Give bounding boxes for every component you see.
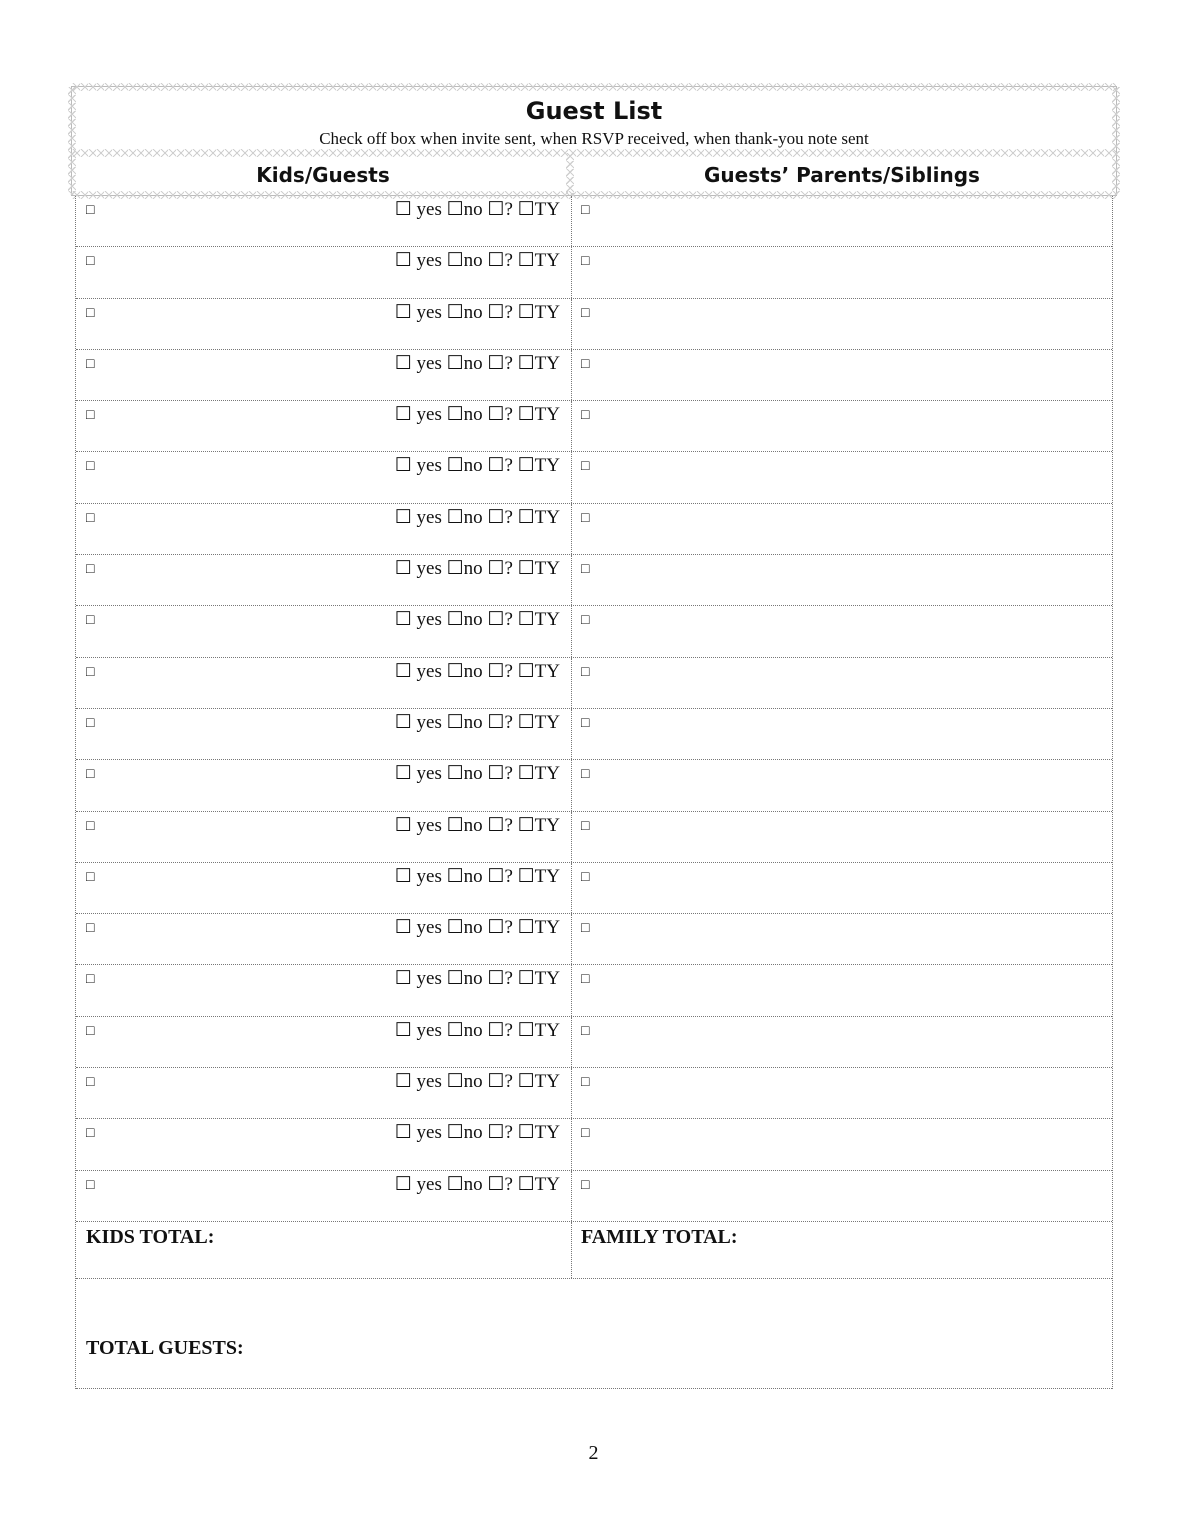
guest-row <box>76 504 1112 555</box>
rsvp-options[interactable]: ☐ yes ☐no ☐? ☐TY <box>394 506 560 528</box>
column-divider <box>571 299 572 349</box>
guest-row <box>76 1171 1112 1222</box>
guest-row <box>76 196 1112 247</box>
column-divider <box>571 760 572 810</box>
column-divider <box>571 1119 572 1169</box>
invite-sent-checkbox[interactable]: □ <box>86 715 95 731</box>
column-divider <box>571 1222 572 1278</box>
family-checkbox[interactable]: □ <box>581 613 590 629</box>
invite-sent-checkbox[interactable]: □ <box>86 613 95 629</box>
guest-row <box>76 299 1112 350</box>
rsvp-options[interactable]: ☐ yes ☐no ☐? ☐TY <box>394 455 560 477</box>
rsvp-options[interactable]: ☐ yes ☐no ☐? ☐TY <box>394 404 560 426</box>
family-checkbox[interactable]: □ <box>581 1126 590 1142</box>
column-header-parents-siblings: Guests’ Parents/Siblings <box>704 163 980 187</box>
invite-sent-checkbox[interactable]: □ <box>86 1023 95 1039</box>
rsvp-options[interactable]: ☐ yes ☐no ☐? ☐TY <box>394 558 560 580</box>
guest-row <box>76 350 1112 401</box>
column-divider <box>571 965 572 1015</box>
invite-sent-checkbox[interactable]: □ <box>86 664 95 680</box>
family-checkbox[interactable]: □ <box>581 715 590 731</box>
family-checkbox[interactable]: □ <box>581 1177 590 1193</box>
guest-row <box>76 1017 1112 1068</box>
grand-total-row <box>76 1279 1112 1389</box>
guest-row <box>76 658 1112 709</box>
zigzag-border-middle <box>72 149 1116 157</box>
column-divider <box>571 247 572 297</box>
family-checkbox[interactable]: □ <box>581 459 590 475</box>
rsvp-options[interactable]: ☐ yes ☐no ☐? ☐TY <box>394 968 560 990</box>
rsvp-options[interactable]: ☐ yes ☐no ☐? ☐TY <box>394 1122 560 1144</box>
invite-sent-checkbox[interactable]: □ <box>86 972 95 988</box>
rsvp-options[interactable]: ☐ yes ☐no ☐? ☐TY <box>394 1071 560 1093</box>
rsvp-options[interactable]: ☐ yes ☐no ☐? ☐TY <box>394 352 560 374</box>
family-checkbox[interactable]: □ <box>581 408 590 424</box>
guest-row <box>76 401 1112 452</box>
invite-sent-checkbox[interactable]: □ <box>86 408 95 424</box>
column-divider <box>571 350 572 400</box>
guest-row <box>76 1068 1112 1119</box>
guest-row <box>76 606 1112 657</box>
invite-sent-checkbox[interactable]: □ <box>86 767 95 783</box>
rsvp-options[interactable]: ☐ yes ☐no ☐? ☐TY <box>394 250 560 272</box>
totals-row <box>76 1222 1112 1279</box>
column-divider <box>571 196 572 246</box>
family-checkbox[interactable]: □ <box>581 664 590 680</box>
invite-sent-checkbox[interactable]: □ <box>86 818 95 834</box>
invite-sent-checkbox[interactable]: □ <box>86 305 95 321</box>
column-divider <box>571 555 572 605</box>
column-divider <box>571 658 572 708</box>
rsvp-options[interactable]: ☐ yes ☐no ☐? ☐TY <box>394 301 560 323</box>
zigzag-border-top <box>72 83 1116 91</box>
family-checkbox[interactable]: □ <box>581 1023 590 1039</box>
column-divider <box>571 606 572 656</box>
family-checkbox[interactable]: □ <box>581 921 590 937</box>
column-divider <box>571 914 572 964</box>
family-checkbox[interactable]: □ <box>581 972 590 988</box>
guest-list-header <box>71 86 1117 196</box>
family-checkbox[interactable]: □ <box>581 1075 590 1091</box>
kids-total-label: KIDS TOTAL: <box>86 1225 215 1248</box>
column-divider <box>571 1171 572 1221</box>
page-title: Guest List <box>525 97 663 125</box>
invite-sent-checkbox[interactable]: □ <box>86 203 95 218</box>
rsvp-options[interactable]: ☐ yes ☐no ☐? ☐TY <box>394 609 560 631</box>
invite-sent-checkbox[interactable]: □ <box>86 869 95 885</box>
family-checkbox[interactable]: □ <box>581 562 590 578</box>
guest-row <box>76 247 1112 298</box>
family-checkbox[interactable]: □ <box>581 203 590 218</box>
rsvp-options[interactable]: ☐ yes ☐no ☐? ☐TY <box>394 199 560 220</box>
family-checkbox[interactable]: □ <box>581 254 590 270</box>
column-divider <box>571 401 572 451</box>
zigzag-border-column-divider <box>566 153 574 195</box>
page-subtitle: Check off box when invite sent, when RSVP received, when thank-you note sent <box>319 129 869 148</box>
guest-row <box>76 812 1112 863</box>
family-checkbox[interactable]: □ <box>581 305 590 321</box>
guest-row <box>76 555 1112 606</box>
guest-row <box>76 863 1112 914</box>
column-divider <box>571 812 572 862</box>
rsvp-options[interactable]: ☐ yes ☐no ☐? ☐TY <box>394 1019 560 1041</box>
column-divider <box>571 504 572 554</box>
invite-sent-checkbox[interactable]: □ <box>86 356 95 372</box>
guest-row <box>76 965 1112 1016</box>
rsvp-options[interactable]: ☐ yes ☐no ☐? ☐TY <box>394 660 560 682</box>
total-guests-label: TOTAL GUESTS: <box>86 1336 244 1359</box>
invite-sent-checkbox[interactable]: □ <box>86 1075 95 1091</box>
family-checkbox[interactable]: □ <box>581 818 590 834</box>
guest-table <box>75 196 1113 1389</box>
family-checkbox[interactable]: □ <box>581 356 590 372</box>
page-number: 2 <box>588 1442 599 1464</box>
column-divider <box>571 1017 572 1067</box>
column-divider <box>571 452 572 502</box>
guest-row <box>76 760 1112 811</box>
rsvp-options[interactable]: ☐ yes ☐no ☐? ☐TY <box>394 763 560 785</box>
invite-sent-checkbox[interactable]: □ <box>86 562 95 578</box>
family-checkbox[interactable]: □ <box>581 869 590 885</box>
column-divider <box>571 709 572 759</box>
rsvp-options[interactable]: ☐ yes ☐no ☐? ☐TY <box>394 814 560 836</box>
invite-sent-checkbox[interactable]: □ <box>86 1177 95 1193</box>
guest-row <box>76 709 1112 760</box>
family-checkbox[interactable]: □ <box>581 510 590 526</box>
invite-sent-checkbox[interactable]: □ <box>86 254 95 270</box>
column-divider <box>571 863 572 913</box>
invite-sent-checkbox[interactable]: □ <box>86 510 95 526</box>
invite-sent-checkbox[interactable]: □ <box>86 921 95 937</box>
guest-row <box>76 914 1112 965</box>
rsvp-options[interactable]: ☐ yes ☐no ☐? ☐TY <box>394 1173 560 1195</box>
guest-row <box>76 1119 1112 1170</box>
invite-sent-checkbox[interactable]: □ <box>86 1126 95 1142</box>
family-total-label: FAMILY TOTAL: <box>581 1225 738 1248</box>
rsvp-options[interactable]: ☐ yes ☐no ☐? ☐TY <box>394 711 560 733</box>
guest-row <box>76 452 1112 503</box>
column-header-kids-guests: Kids/Guests <box>256 163 390 187</box>
column-divider <box>571 1068 572 1118</box>
rsvp-options[interactable]: ☐ yes ☐no ☐? ☐TY <box>394 865 560 887</box>
invite-sent-checkbox[interactable]: □ <box>86 459 95 475</box>
rsvp-options[interactable]: ☐ yes ☐no ☐? ☐TY <box>394 917 560 939</box>
family-checkbox[interactable]: □ <box>581 767 590 783</box>
